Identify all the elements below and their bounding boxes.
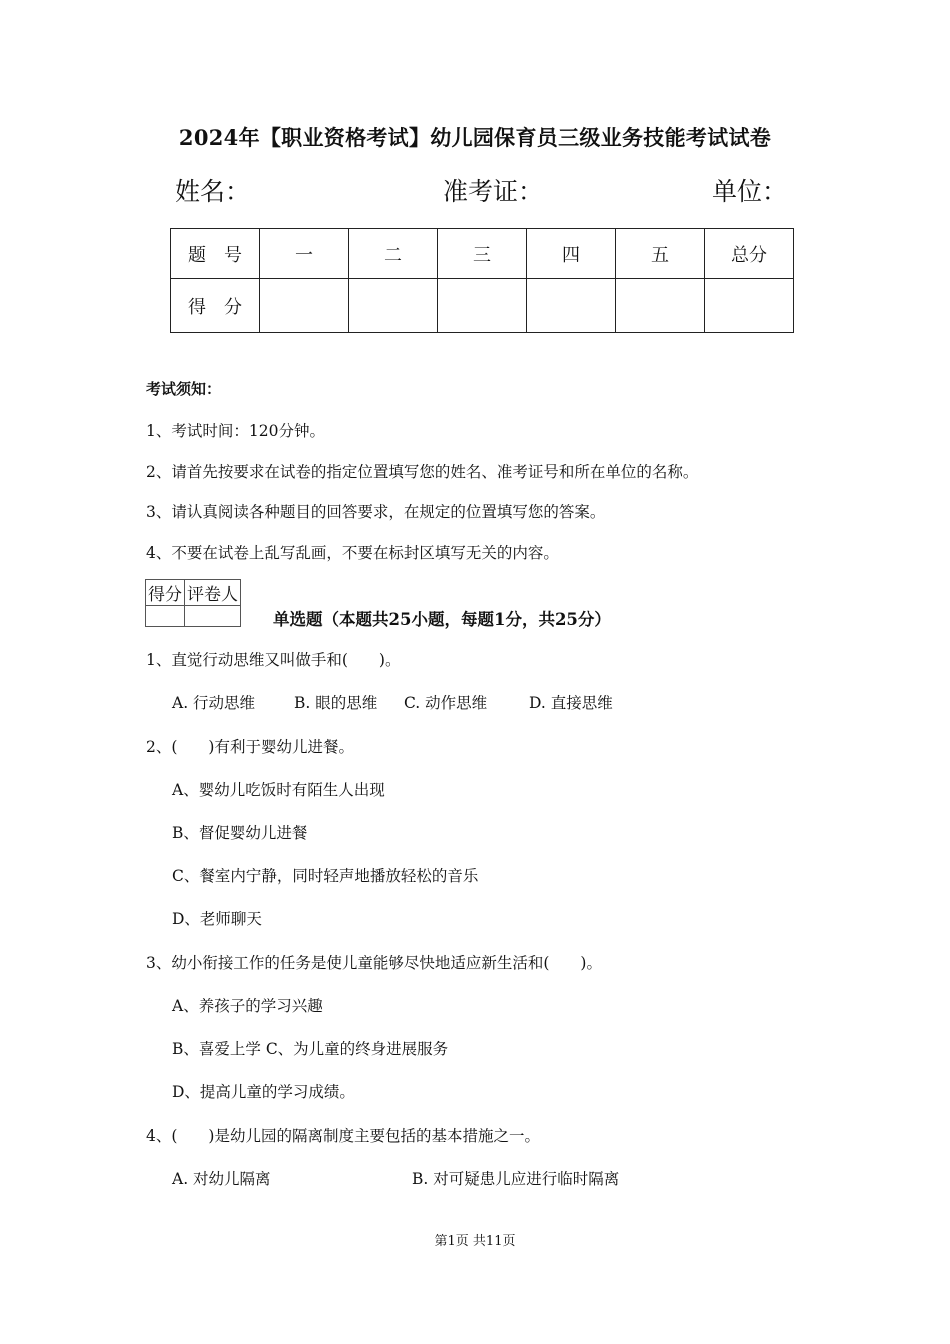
- option: A、婴幼儿吃饭时有陌生人出现: [172, 781, 385, 799]
- score-header-cell: 一: [260, 229, 349, 279]
- page-footer: 第1页 共11页: [434, 1234, 516, 1249]
- score-cell[interactable]: [349, 279, 438, 333]
- option: B. 眼的思维: [294, 694, 378, 712]
- grader-name-label: 评卷人: [185, 580, 241, 606]
- option: C. 动作思维: [404, 694, 488, 712]
- question-stem: 4、( )是幼儿园的隔离制度主要包括的基本措施之一。: [146, 1127, 540, 1145]
- option: A、养孩子的学习兴趣: [172, 997, 323, 1015]
- score-header-cell: 二: [349, 229, 438, 279]
- question-stem: 2、( )有利于婴幼儿进餐。: [146, 738, 354, 756]
- score-table: [170, 228, 794, 333]
- score-header-cell: 总分: [705, 229, 794, 279]
- score-table-score-row: [171, 279, 794, 333]
- option: D、提高儿童的学习成绩。: [172, 1083, 355, 1101]
- option: D、老师聊天: [172, 910, 262, 928]
- grader-name-cell[interactable]: [185, 606, 241, 627]
- option: D. 直接思维: [529, 694, 613, 712]
- score-header-cell: 题 号: [171, 229, 260, 279]
- option: C、餐室内宁静，同时轻声地播放轻松的音乐: [172, 867, 479, 885]
- question-stem: 1、直觉行动思维又叫做手和( )。: [146, 651, 401, 669]
- score-cell[interactable]: [705, 279, 794, 333]
- grader-score-cell[interactable]: [146, 606, 185, 627]
- grader-score-label: 得分: [146, 580, 185, 606]
- unit-field-label: 单位：: [712, 177, 788, 206]
- section-title: 单选题（本题共25小题，每题1分，共25分）: [273, 610, 611, 629]
- question-stem: 3、幼小衔接工作的任务是使儿童能够尽快地适应新生活和( )。: [146, 954, 602, 972]
- score-row-label: 得 分: [171, 279, 260, 333]
- grader-box: [145, 579, 241, 627]
- score-cell[interactable]: [527, 279, 616, 333]
- score-header-cell: 四: [527, 229, 616, 279]
- option: A. 对幼儿隔离: [172, 1170, 271, 1188]
- notice-item: 2、请首先按要求在试卷的指定位置填写您的姓名、准考证号和所在单位的名称。: [146, 463, 699, 481]
- score-header-cell: 五: [616, 229, 705, 279]
- score-cell[interactable]: [616, 279, 705, 333]
- name-field-label: 姓名：: [175, 177, 251, 206]
- option: A. 行动思维: [172, 694, 256, 712]
- score-table-header-row: [171, 229, 794, 279]
- option: B、督促婴幼儿进餐: [172, 824, 308, 842]
- option: B. 对可疑患儿应进行临时隔离: [412, 1170, 620, 1188]
- exam-id-field-label: 准考证：: [443, 177, 544, 206]
- notice-heading: 考试须知：: [146, 380, 222, 398]
- notice-item: 3、请认真阅读各种题目的回答要求，在规定的位置填写您的答案。: [146, 503, 606, 521]
- score-header-cell: 三: [438, 229, 527, 279]
- score-cell[interactable]: [438, 279, 527, 333]
- exam-title: 2024年【职业资格考试】幼儿园保育员三级业务技能考试试卷: [178, 125, 772, 150]
- option: B、喜爱上学 C、为儿童的终身进展服务: [172, 1040, 449, 1058]
- notice-item: 4、不要在试卷上乱写乱画，不要在标封区填写无关的内容。: [146, 544, 559, 562]
- score-cell[interactable]: [260, 279, 349, 333]
- notice-item: 1、考试时间：120分钟。: [146, 422, 325, 440]
